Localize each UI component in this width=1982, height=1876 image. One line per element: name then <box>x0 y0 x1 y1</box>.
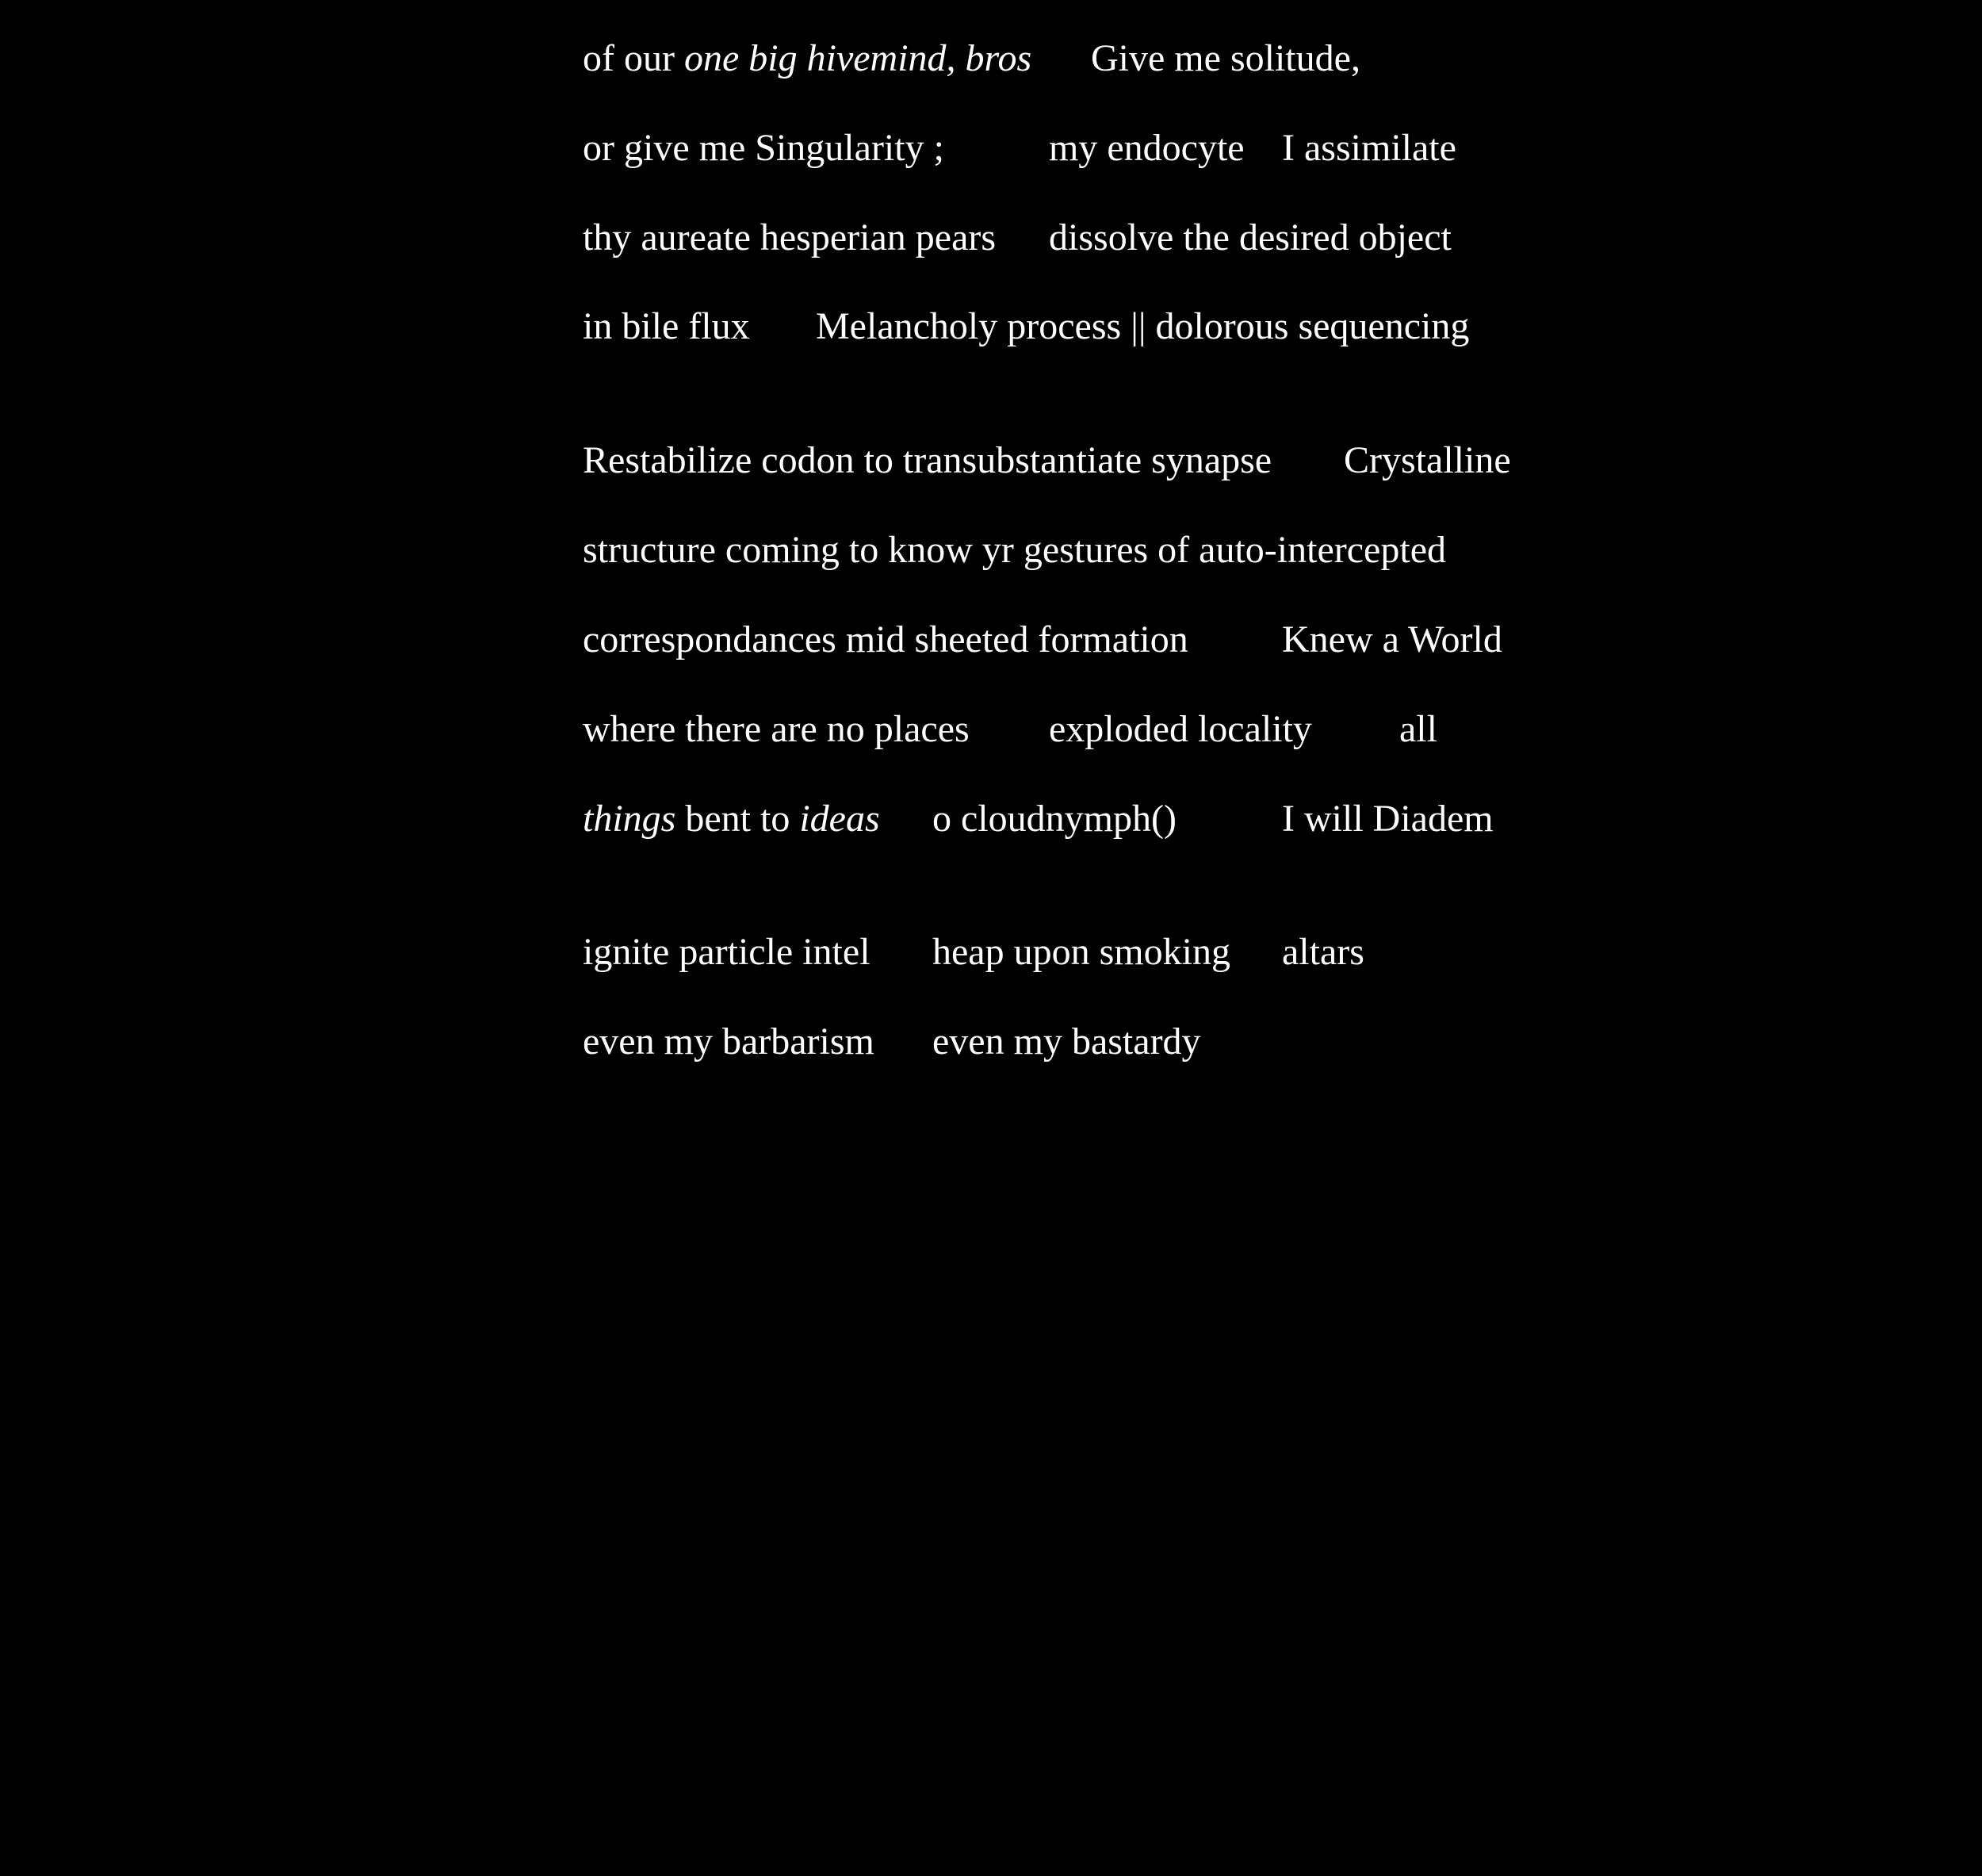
poem-line-5-a: Restabilize codon to transubstantiate synapse <box>583 439 1272 481</box>
poem-line-11-a: even my barbarism <box>583 1020 874 1062</box>
poem-line-3-b: dissolve the desired object <box>1049 216 1452 258</box>
poem-line-11-b: even my bastardy <box>932 1020 1201 1062</box>
poem-line-2-a: or give me Singularity ; <box>583 127 944 169</box>
poem-line-4-b: Melancholy process || dolorous sequencing <box>816 305 1470 347</box>
poem-line-6-a: structure coming to know yr gestures of auto-intercepted <box>583 529 1446 571</box>
poem-line-10-c: altars <box>1282 931 1364 973</box>
poem-line-5-b: Crystalline <box>1344 439 1511 481</box>
poem-line-8-a: where there are no places <box>583 708 970 750</box>
poem-line-3-a: thy aureate hesperian pears <box>583 216 997 258</box>
poem-line-8-c: all <box>1399 708 1437 750</box>
poem-line-4-a: in bile flux <box>583 305 750 347</box>
poem-line-8-b: exploded locality <box>1049 708 1312 750</box>
poem-line-1-b: Give me solitude, <box>1091 37 1360 79</box>
poem-line-2-c: I assimilate <box>1282 127 1456 169</box>
poem-line-2-b: my endocyte <box>1049 127 1245 169</box>
poem-line-7-a: correspondances mid sheeted formation <box>583 618 1188 660</box>
poem-line-9-b: o cloudnymph() <box>932 798 1177 840</box>
poem-text: bent to <box>675 798 800 840</box>
poem-line-9-c: I will Diadem <box>1282 798 1494 840</box>
poem-text-italic: ideas <box>799 798 880 840</box>
poem-line-1-a <box>583 37 1032 79</box>
poem-line-9-a <box>583 800 880 838</box>
poem-line-10-b: heap upon smoking <box>932 931 1230 973</box>
poem-text-italic: one big hivemind, bros <box>683 37 1032 79</box>
poem-text-italic: things <box>583 798 676 840</box>
poem-line-7-b: Knew a World <box>1282 618 1502 660</box>
poem-line-10-a: ignite particle intel <box>583 931 870 973</box>
poem-text: of our <box>583 37 684 79</box>
